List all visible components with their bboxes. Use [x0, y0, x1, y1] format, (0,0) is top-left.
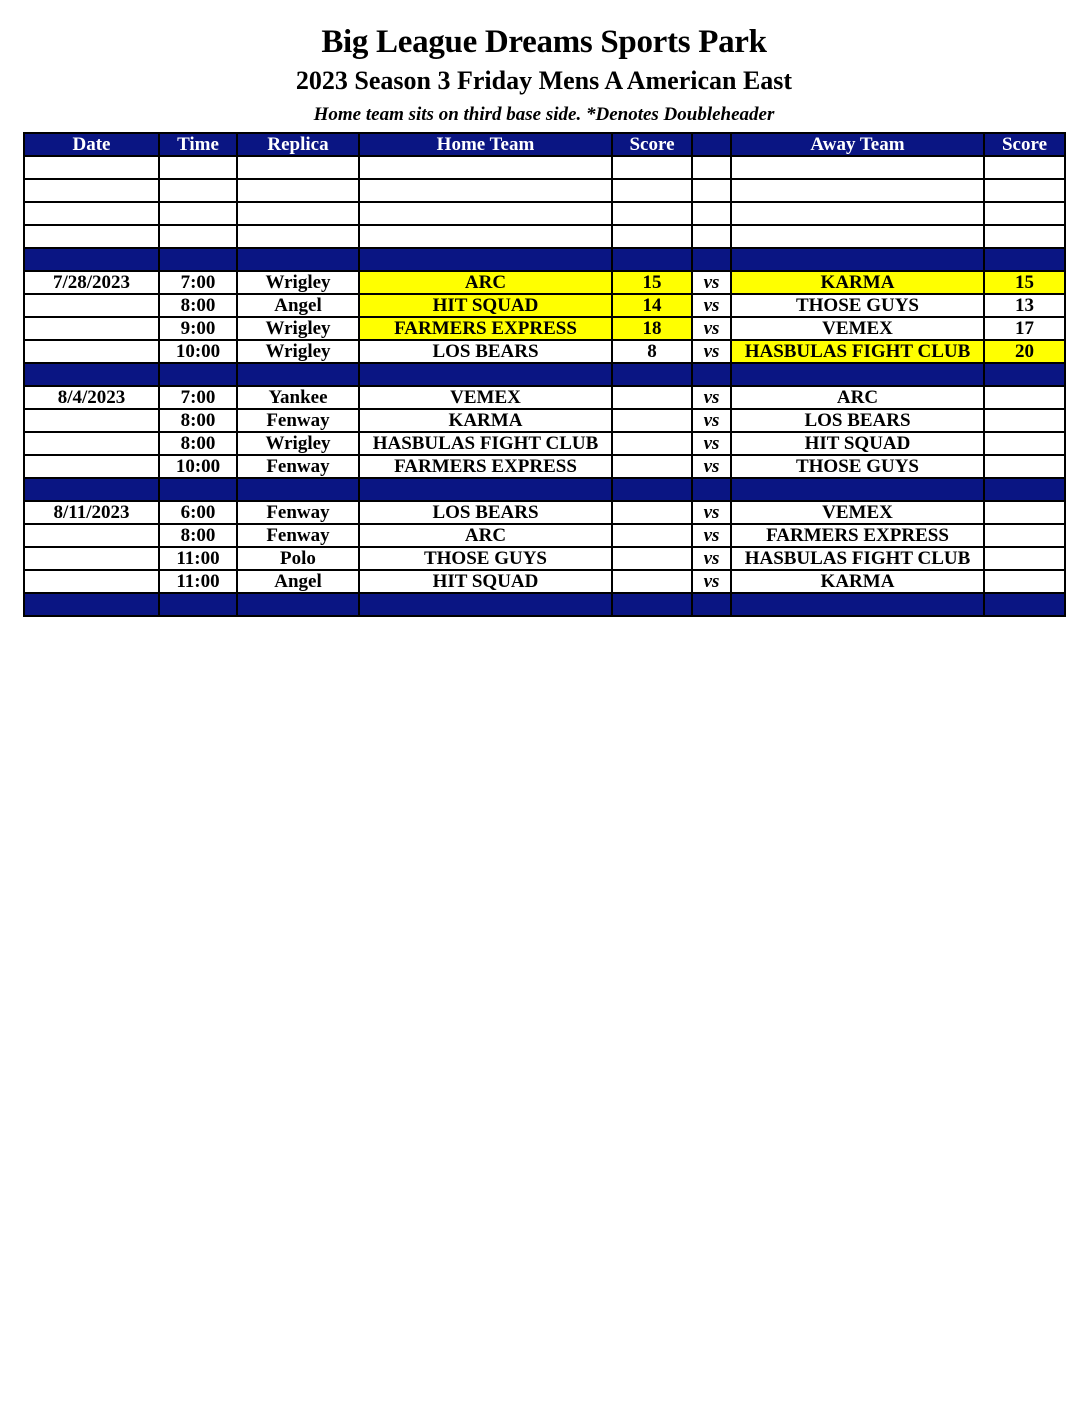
date-cell: [24, 593, 159, 616]
home-team-cell: [359, 478, 612, 501]
vs-cell: vs: [692, 547, 731, 570]
home-score-cell: [612, 432, 692, 455]
schedule-note: Home team sits on third base side. *Denotes Doubleheader: [313, 104, 775, 125]
date-cell: [24, 478, 159, 501]
away-score-cell: 15: [984, 271, 1065, 294]
time-cell: 8:00: [159, 409, 237, 432]
away-score-cell: [984, 225, 1065, 248]
away-score-cell: 20: [984, 340, 1065, 363]
vs-cell: [692, 202, 731, 225]
table-row: [24, 317, 1065, 340]
table-row: [24, 294, 1065, 317]
away-team-cell: [731, 179, 984, 202]
away-score-cell: [984, 593, 1065, 616]
blank-row: [24, 179, 1065, 202]
date-cell: [24, 202, 159, 225]
col-header-home-score: Score: [612, 133, 692, 156]
replica-cell: Fenway: [237, 501, 359, 524]
home-score-cell: [612, 156, 692, 179]
col-header-away-score: Score: [984, 133, 1065, 156]
away-score-cell: [984, 570, 1065, 593]
time-cell: [159, 179, 237, 202]
col-header-home-team: Home Team: [359, 133, 612, 156]
home-score-cell: [612, 202, 692, 225]
home-score-cell: [612, 524, 692, 547]
replica-cell: Wrigley: [237, 271, 359, 294]
time-cell: 11:00: [159, 547, 237, 570]
vs-cell: [692, 225, 731, 248]
away-team-cell: [731, 478, 984, 501]
table-row: [24, 455, 1065, 478]
home-score-cell: [612, 225, 692, 248]
away-team-cell: HASBULAS FIGHT CLUB: [731, 547, 984, 570]
replica-cell: Polo: [237, 547, 359, 570]
replica-cell: Fenway: [237, 409, 359, 432]
time-cell: [159, 156, 237, 179]
away-team-cell: KARMA: [731, 271, 984, 294]
vs-cell: [692, 478, 731, 501]
home-team-cell: HIT SQUAD: [359, 294, 612, 317]
date-cell: [24, 432, 159, 455]
replica-cell: Wrigley: [237, 317, 359, 340]
home-team-cell: [359, 225, 612, 248]
away-score-cell: [984, 432, 1065, 455]
away-team-cell: [731, 202, 984, 225]
home-score-cell: [612, 455, 692, 478]
time-cell: [159, 225, 237, 248]
home-team-cell: HIT SQUAD: [359, 570, 612, 593]
away-score-cell: [984, 524, 1065, 547]
schedule-table: [23, 132, 1066, 617]
date-cell: [24, 179, 159, 202]
table-row: [24, 409, 1065, 432]
blank-row: [24, 156, 1065, 179]
schedule-body: [24, 156, 1065, 616]
away-team-cell: VEMEX: [731, 501, 984, 524]
time-cell: 9:00: [159, 317, 237, 340]
home-score-cell: 15: [612, 271, 692, 294]
away-score-cell: [984, 248, 1065, 271]
time-cell: 6:00: [159, 501, 237, 524]
col-header-vs: [692, 133, 731, 156]
replica-cell: Wrigley: [237, 432, 359, 455]
table-row: [24, 570, 1065, 593]
away-score-cell: [984, 386, 1065, 409]
date-cell: [24, 455, 159, 478]
replica-cell: Fenway: [237, 524, 359, 547]
time-cell: 7:00: [159, 386, 237, 409]
home-team-cell: [359, 179, 612, 202]
away-score-cell: [984, 547, 1065, 570]
replica-cell: Yankee: [237, 386, 359, 409]
home-team-cell: ARC: [359, 271, 612, 294]
date-cell: [24, 547, 159, 570]
date-cell: [24, 248, 159, 271]
separator-row: [24, 478, 1065, 501]
vs-cell: vs: [692, 340, 731, 363]
away-score-cell: [984, 501, 1065, 524]
date-cell: [24, 317, 159, 340]
home-score-cell: 8: [612, 340, 692, 363]
replica-cell: Angel: [237, 294, 359, 317]
away-score-cell: [984, 455, 1065, 478]
away-score-cell: [984, 363, 1065, 386]
time-cell: [159, 363, 237, 386]
away-team-cell: [731, 593, 984, 616]
replica-cell: Fenway: [237, 455, 359, 478]
away-score-cell: [984, 409, 1065, 432]
time-cell: 10:00: [159, 455, 237, 478]
away-team-cell: [731, 156, 984, 179]
home-score-cell: 14: [612, 294, 692, 317]
home-score-cell: [612, 593, 692, 616]
home-team-cell: THOSE GUYS: [359, 547, 612, 570]
home-team-cell: LOS BEARS: [359, 501, 612, 524]
col-header-date: Date: [24, 133, 159, 156]
time-cell: [159, 202, 237, 225]
home-team-cell: [359, 248, 612, 271]
replica-cell: [237, 225, 359, 248]
home-score-cell: [612, 478, 692, 501]
home-team-cell: VEMEX: [359, 386, 612, 409]
home-score-cell: [612, 547, 692, 570]
time-cell: [159, 478, 237, 501]
home-score-cell: [612, 179, 692, 202]
replica-cell: [237, 179, 359, 202]
date-cell: [24, 570, 159, 593]
date-cell: [24, 340, 159, 363]
date-cell: 8/4/2023: [24, 386, 159, 409]
separator-row: [24, 248, 1065, 271]
vs-cell: [692, 593, 731, 616]
vs-cell: vs: [692, 386, 731, 409]
vs-cell: vs: [692, 294, 731, 317]
home-team-cell: KARMA: [359, 409, 612, 432]
table-row: [24, 432, 1065, 455]
date-cell: [24, 225, 159, 248]
home-team-cell: FARMERS EXPRESS: [359, 317, 612, 340]
home-team-cell: [359, 156, 612, 179]
away-team-cell: [731, 225, 984, 248]
away-score-cell: [984, 202, 1065, 225]
date-cell: [24, 156, 159, 179]
away-team-cell: KARMA: [731, 570, 984, 593]
home-team-cell: LOS BEARS: [359, 340, 612, 363]
replica-cell: [237, 478, 359, 501]
home-team-cell: [359, 593, 612, 616]
table-row: [24, 501, 1065, 524]
replica-cell: [237, 363, 359, 386]
time-cell: 7:00: [159, 271, 237, 294]
away-score-cell: 17: [984, 317, 1065, 340]
blank-row: [24, 202, 1065, 225]
vs-cell: vs: [692, 271, 731, 294]
home-score-cell: [612, 501, 692, 524]
date-cell: 8/11/2023: [24, 501, 159, 524]
col-header-replica: Replica: [237, 133, 359, 156]
vs-cell: vs: [692, 409, 731, 432]
home-score-cell: 18: [612, 317, 692, 340]
vs-cell: [692, 156, 731, 179]
replica-cell: [237, 248, 359, 271]
time-cell: [159, 593, 237, 616]
time-cell: 10:00: [159, 340, 237, 363]
away-score-cell: [984, 478, 1065, 501]
away-team-cell: ARC: [731, 386, 984, 409]
home-score-cell: [612, 386, 692, 409]
home-score-cell: [612, 409, 692, 432]
blank-row: [24, 225, 1065, 248]
time-cell: 8:00: [159, 432, 237, 455]
time-cell: 8:00: [159, 524, 237, 547]
away-team-cell: HIT SQUAD: [731, 432, 984, 455]
vs-cell: [692, 248, 731, 271]
vs-cell: vs: [692, 432, 731, 455]
away-score-cell: 13: [984, 294, 1065, 317]
replica-cell: [237, 593, 359, 616]
vs-cell: [692, 179, 731, 202]
home-team-cell: [359, 202, 612, 225]
date-cell: [24, 524, 159, 547]
away-team-cell: THOSE GUYS: [731, 455, 984, 478]
vs-cell: vs: [692, 455, 731, 478]
away-team-cell: THOSE GUYS: [731, 294, 984, 317]
home-team-cell: [359, 363, 612, 386]
replica-cell: Wrigley: [237, 340, 359, 363]
table-row: [24, 386, 1065, 409]
col-header-away-team: Away Team: [731, 133, 984, 156]
table-row: [24, 547, 1065, 570]
time-cell: 8:00: [159, 294, 237, 317]
home-team-cell: FARMERS EXPRESS: [359, 455, 612, 478]
home-score-cell: [612, 248, 692, 271]
vs-cell: vs: [692, 501, 731, 524]
date-cell: [24, 363, 159, 386]
away-team-cell: [731, 363, 984, 386]
schedule-subtitle: 2023 Season 3 Friday Mens A American East: [295, 66, 793, 95]
table-row: [24, 524, 1065, 547]
away-score-cell: [984, 156, 1065, 179]
away-score-cell: [984, 179, 1065, 202]
date-cell: [24, 409, 159, 432]
replica-cell: [237, 202, 359, 225]
home-score-cell: [612, 363, 692, 386]
header-row: [24, 133, 1065, 156]
time-cell: [159, 248, 237, 271]
away-team-cell: [731, 248, 984, 271]
home-team-cell: HASBULAS FIGHT CLUB: [359, 432, 612, 455]
vs-cell: vs: [692, 317, 731, 340]
home-team-cell: ARC: [359, 524, 612, 547]
away-team-cell: HASBULAS FIGHT CLUB: [731, 340, 984, 363]
home-score-cell: [612, 570, 692, 593]
vs-cell: [692, 363, 731, 386]
time-cell: 11:00: [159, 570, 237, 593]
replica-cell: Angel: [237, 570, 359, 593]
vs-cell: vs: [692, 570, 731, 593]
replica-cell: [237, 156, 359, 179]
away-team-cell: FARMERS EXPRESS: [731, 524, 984, 547]
date-cell: 7/28/2023: [24, 271, 159, 294]
away-team-cell: LOS BEARS: [731, 409, 984, 432]
separator-row: [24, 593, 1065, 616]
separator-row: [24, 363, 1065, 386]
page-title: Big League Dreams Sports Park: [321, 24, 767, 60]
table-row: [24, 340, 1065, 363]
col-header-time: Time: [159, 133, 237, 156]
away-team-cell: VEMEX: [731, 317, 984, 340]
table-row: [24, 271, 1065, 294]
date-cell: [24, 294, 159, 317]
vs-cell: vs: [692, 524, 731, 547]
